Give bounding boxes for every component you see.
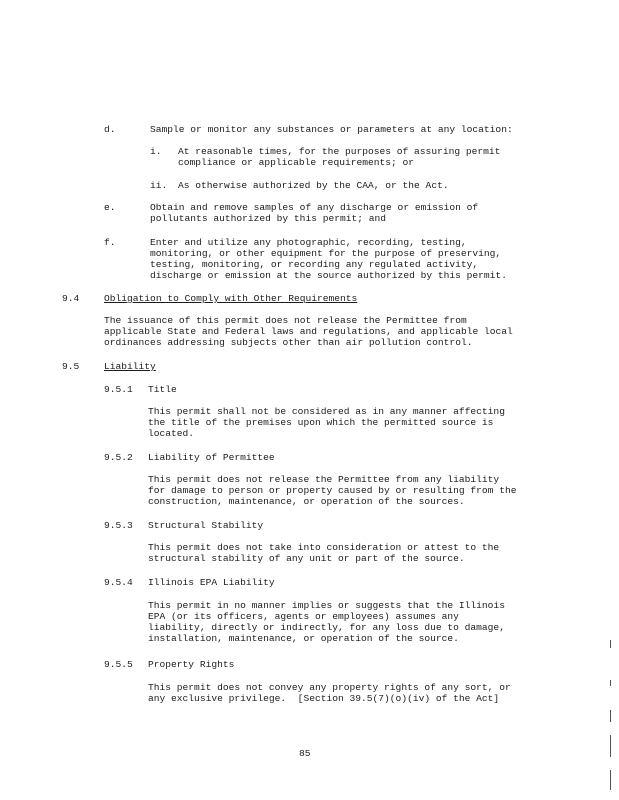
item-f-line2: monitoring, or other equipment for the purpose of preserving, [150,248,502,259]
section-9-5-4-line4: installation, maintenance, or operation of the source. [148,633,459,644]
section-9-5-4-number: 9.5.4 [104,577,133,588]
item-e-letter: e. [104,202,116,213]
scan-artifact [610,735,611,757]
section-9-5-1-line1: This permit shall not be considered as in any manner affecting [148,406,505,417]
section-9-5-5-number: 9.5.5 [104,659,133,670]
section-9-5-2-line1: This permit does not release the Permittee from any liability [148,474,500,485]
section-9-5-number: 9.5 [62,361,80,372]
section-9-5-2-number: 9.5.2 [104,452,133,463]
section-9-5-5-title: Property Rights [148,659,235,670]
section-9-5-3-line2: structural stability of any unit or part of the source. [148,553,465,564]
scan-artifact [610,640,611,648]
section-9-4-title: Obligation to Comply with Other Requirements [104,293,358,304]
item-d-letter: d. [104,124,116,135]
section-9-5-4-line1: This permit in no manner implies or suggests that the Illinois [148,600,505,611]
section-9-5-2-line2: for damage to person or property caused by or resulting from the [148,485,517,496]
section-9-5-1-line2: the title of the premises upon which the permitted source is [148,417,494,428]
section-9-5-1-title: Title [148,384,177,395]
section-9-5-4-line2: EPA (or its officers, agents or employees) assumes any [148,611,459,622]
section-9-5-4-line3: liability, directly or indirectly, for any loss due to damage, [148,622,505,633]
item-d-i-num: i. [150,146,162,157]
item-d-ii-line1: As otherwise authorized by the CAA, or the Act. [178,180,449,191]
section-9-5-title: Liability [104,361,156,372]
section-9-5-5-line1: This permit does not convey any property rights of any sort, or [148,682,511,693]
item-e-line2: pollutants authorized by this permit; and [150,213,387,224]
section-9-5-5-line2: any exclusive privilege. [Section 39.5(7)(o)(iv) of the Act] [148,693,500,704]
item-f-line3: testing, monitoring, or recording any regulated activity, [150,259,479,270]
item-f-line4: discharge or emission at the source authorized by this permit. [150,270,507,281]
section-9-4-line2: applicable State and Federal laws and regulations, and applicable local [104,326,513,337]
section-9-5-4-title: Illinois EPA Liability [148,577,275,588]
section-9-4-line1: The issuance of this permit does not release the Permittee from [104,315,467,326]
item-f-line1: Enter and utilize any photographic, recording, testing, [150,237,467,248]
page-number: 85 [299,748,311,759]
item-e-line1: Obtain and remove samples of any discharge or emission of [150,202,479,213]
scan-artifact [610,770,611,790]
section-9-5-3-line1: This permit does not take into consideration or attest to the [148,542,500,553]
section-9-5-1-number: 9.5.1 [104,384,133,395]
section-9-4-number: 9.4 [62,293,80,304]
section-9-5-1-line3: located. [148,428,195,439]
section-9-5-3-number: 9.5.3 [104,520,133,531]
scan-artifact [610,710,611,722]
section-9-5-2-line3: construction, maintenance, or operation of the sources. [148,496,465,507]
item-f-letter: f. [104,237,116,248]
section-9-4-line3: ordinances addressing subjects other than air pollution control. [104,337,473,348]
scan-artifact [610,680,611,686]
section-9-5-3-title: Structural Stability [148,520,264,531]
item-d-text: Sample or monitor any substances or parameters at any location: [150,124,513,135]
item-d-i-line1: At reasonable times, for the purposes of assuring permit [178,146,501,157]
section-9-5-2-title: Liability of Permittee [148,452,275,463]
item-d-i-line2: compliance or applicable requirements; or [178,157,415,168]
item-d-ii-num: ii. [150,180,168,191]
